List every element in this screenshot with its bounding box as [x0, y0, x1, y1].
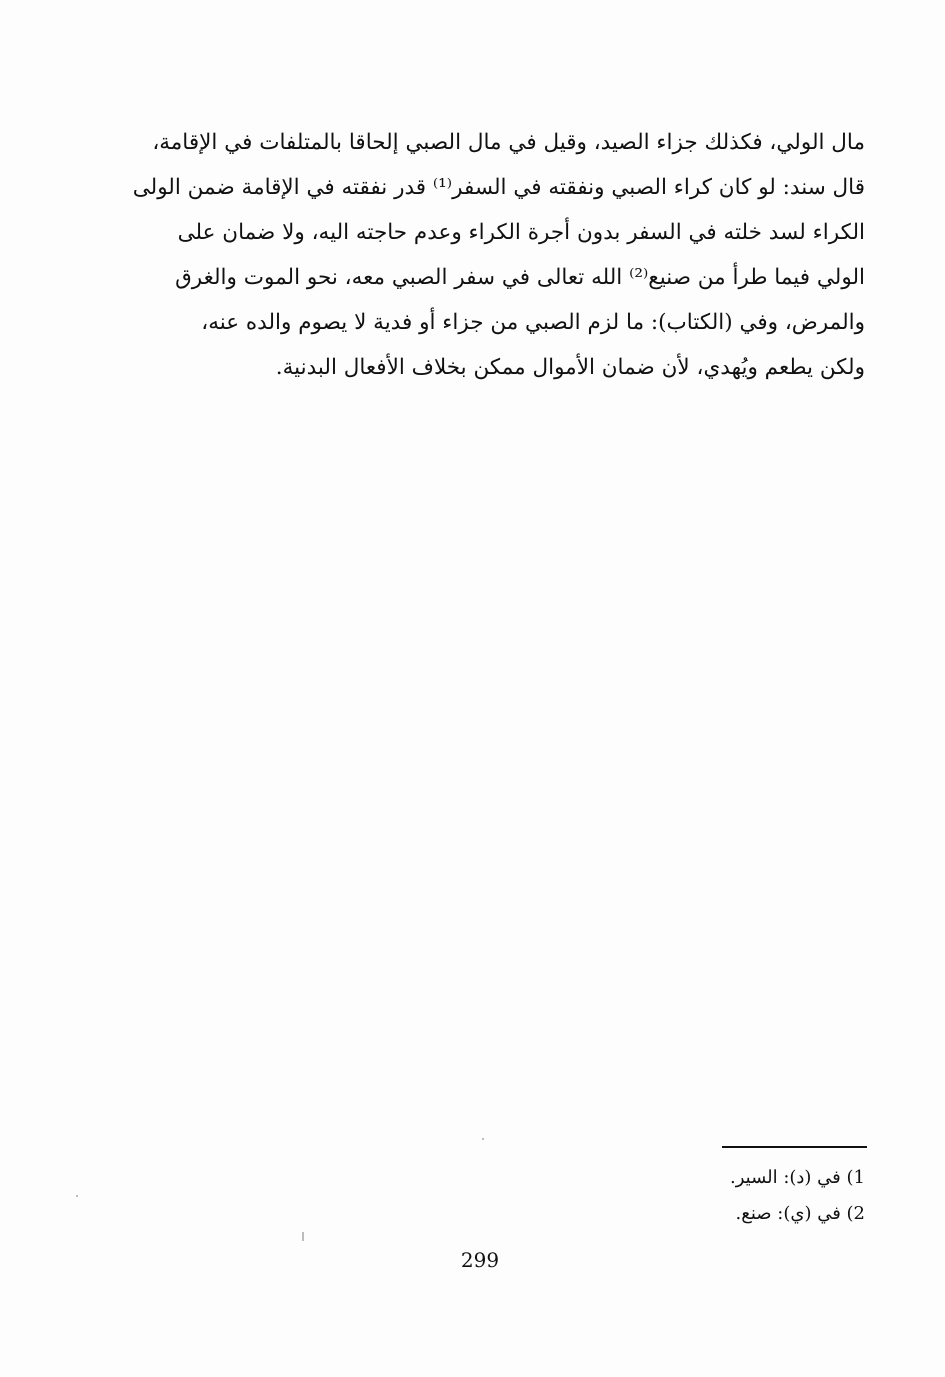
footnote-separator	[722, 1146, 867, 1148]
page-number: 299	[460, 1248, 500, 1272]
scan-speck	[302, 1232, 304, 1241]
text-line: ولكن يطعم ويُهدي، لأن ضمان الأموال ممكن بخلاف الأفعال البدنية.	[275, 355, 865, 380]
text-line: والمرض، وفي (الكتاب): ما لزم الصبي من جزاء أو فدية لا يصوم والده عنه،	[201, 310, 865, 335]
text-line: الكراء لسد خلته في السفر بدون أجرة الكراء وعدم حاجته اليه، ولا ضمان على	[177, 220, 865, 245]
scan-speck	[76, 1195, 78, 1197]
main-text-block	[132, 120, 865, 390]
text-line: الولي فيما طرأ من صنيع⁽²⁾ الله تعالى في سفر الصبي معه، نحو الموت والغرق	[175, 265, 865, 290]
text-line: قال سند: لو كان كراء الصبي ونفقته في السفر⁽¹⁾ قدر نفقته في الإقامة ضمن الولى	[132, 175, 865, 200]
scan-speck	[482, 1138, 484, 1140]
text-line: مال الولي، فكذلك جزاء الصيد، وقيل في مال الصبي إلحاقا بالمتلفات في الإقامة،	[152, 130, 865, 155]
footnote-1: 1) في (د): السير.	[729, 1167, 865, 1188]
footnotes-block	[565, 1160, 865, 1232]
footnote-2: 2) في (ي): صنع.	[735, 1203, 865, 1224]
